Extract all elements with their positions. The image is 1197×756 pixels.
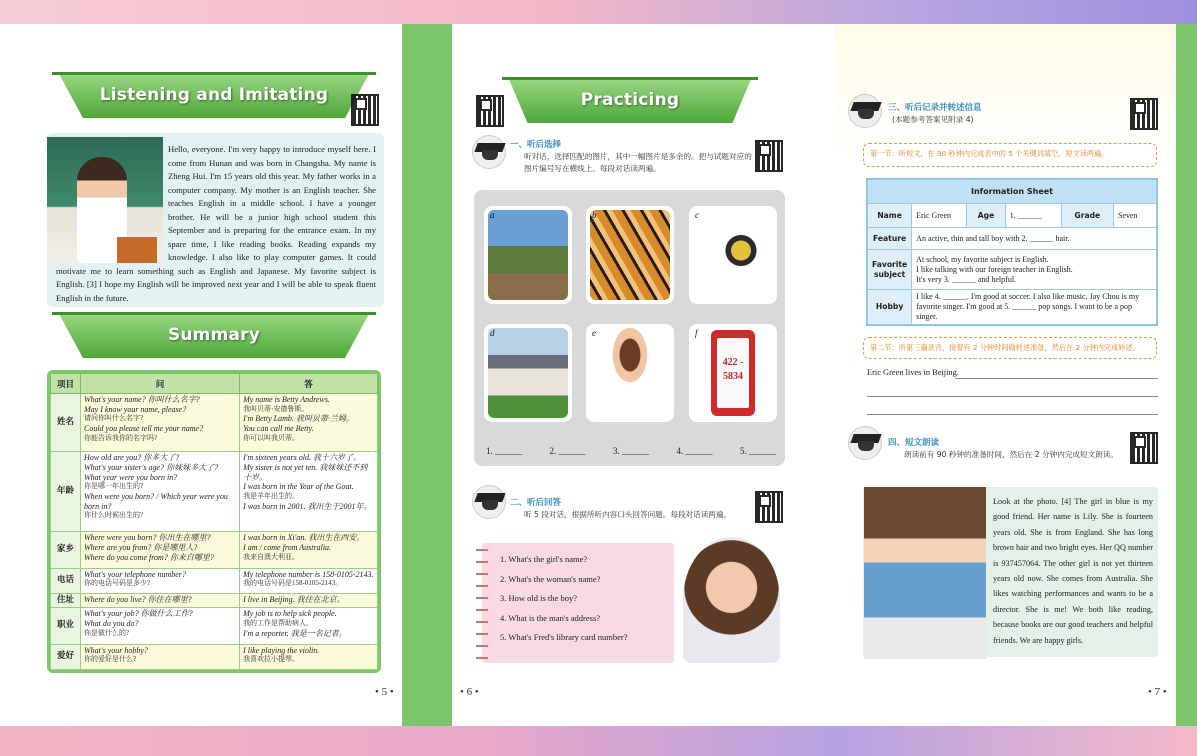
row-questions: What's your name? 你叫什么名字? May I know your name, please? 请问你叫什么名字? Could you please tell me your name? 你能告诉我你的名字吗? bbox=[81, 394, 240, 452]
practicing-banner bbox=[508, 77, 752, 123]
value-favorite-subject[interactable]: At school, my favorite subject is English. I like talking with our foreign teacher in English. It's very 3. ______ and helpful. bbox=[912, 250, 1157, 290]
listening-banner bbox=[58, 72, 370, 118]
green-divider-left bbox=[402, 24, 452, 726]
row-questions: What's your hobby? 你的爱好是什么? bbox=[81, 644, 240, 669]
bottom-decor-band bbox=[0, 726, 1197, 756]
header-question: 问 bbox=[81, 374, 240, 394]
blank-3[interactable]: 3. ______ bbox=[613, 446, 649, 456]
qr-code-icon[interactable] bbox=[351, 94, 379, 126]
row-questions: What's your telephone number? 你的电话号码是多少? bbox=[81, 568, 240, 593]
question-1: 1. What's the girl's name? bbox=[500, 554, 588, 564]
value-grade: Seven bbox=[1113, 204, 1156, 228]
row-questions: Where were you born? 你出生在哪里? Where are you from? 你是哪里人? Where do you come from? 你来自哪里? bbox=[81, 532, 240, 568]
value-name: Eric Green bbox=[912, 204, 967, 228]
practicing-title: Practicing bbox=[580, 90, 680, 110]
question-2: 2. What's the woman's name? bbox=[500, 573, 601, 584]
row-item: 爱好 bbox=[51, 644, 81, 669]
section-3-header bbox=[848, 94, 1160, 134]
intro-paragraph: Hello, everyone. I'm very happy to introduce myself here. I come from Hunan and was born in Changsha. My name is Zheng Hui. I'm 15 years old this year. My father works in a computer company. My mother is an English teacher. She teaches English in a middle school. I have a younger brother. He will be a junior high school student this September and is preparing for the entrance exam. In my spare time, I like reading books. Reading expands my knowledge. I also like to play computer games. It could motivate me to learn something such as English and Japanese. My favorite subject is English. [3] I hope my English will be improved next year and I will be able to speak fluent English in the future. bbox=[56, 144, 376, 303]
section-1-title: 一、听后选择 bbox=[510, 140, 562, 150]
qr-code-icon[interactable] bbox=[1130, 432, 1158, 464]
summary-row bbox=[51, 568, 378, 593]
picture-f: f 422 - 5834 bbox=[689, 324, 777, 422]
intro-box bbox=[47, 133, 384, 307]
summary-table bbox=[47, 370, 381, 673]
graduation-cap-icon bbox=[472, 135, 506, 169]
reading-passage: Look at the photo. [4] The girl in blue is my good friend. Her name is Lily. She is fourteen years old. She is from England. She has long brown hair and two bright eyes. Her QQ number is 937457064. The other girl is not yet thirteen years old now. She comes from Australia. She likes watching performances and wants to be a director. She is me! We both like reading, because books are our good teachers and helpful friends. We are happy girls. bbox=[993, 497, 1153, 645]
row-answers: My telephone number is 158-0105-2143. 我的电话号码是158-0105-2143。 bbox=[240, 568, 378, 593]
row-item: 住址 bbox=[51, 593, 81, 607]
info-sheet-title: Information Sheet bbox=[868, 180, 1157, 204]
row-answers: I'm sixteen years old. 我十六岁了。 My sister is not yet ten. 我妹妹还不到十岁。 I was born in the Year of the Goat. 我是羊年出生的。 I was born in 2001. 我出生于2001年。 bbox=[240, 452, 378, 532]
section-1-instructions: 听对话，选择匹配的图片，其中一幅图片是多余的。把与试题对应的图片编号写在横线上。每段对话读两遍。 bbox=[524, 152, 752, 173]
question-4: 4. What is the man's address? bbox=[500, 612, 601, 623]
row-questions: What's your job? 你做什么工作? What do you do? 你是做什么的? bbox=[81, 608, 240, 644]
label-name: Name bbox=[868, 204, 912, 228]
summary-row bbox=[51, 644, 378, 669]
answer-blanks bbox=[486, 446, 776, 456]
graduation-cap-icon bbox=[472, 485, 506, 519]
section-3-title: 三、听后记录并转述信息 bbox=[888, 103, 982, 113]
summary-title: Summary bbox=[167, 325, 261, 345]
headphone-girl-image bbox=[683, 537, 780, 663]
graduation-cap-icon bbox=[848, 94, 882, 128]
green-divider-right bbox=[1176, 24, 1197, 726]
retell-start: Eric Green lives in Beijing. bbox=[867, 368, 959, 377]
row-answers: My job is to help sick people. 我的工作是帮助病人。 I'm a reporter. 我是一名记者。 bbox=[240, 608, 378, 644]
picture-a: a bbox=[484, 206, 572, 304]
section-2-header bbox=[472, 485, 784, 525]
picture-e: e bbox=[586, 324, 674, 422]
row-answers: I like playing the violin. 我喜欢拉小提琴。 bbox=[240, 644, 378, 669]
page-number-6: • 6 • bbox=[460, 686, 479, 698]
label-grade: Grade bbox=[1061, 204, 1113, 228]
page-number-7: • 7 • bbox=[1148, 686, 1167, 698]
section-3-note: (本题参考答案见附录 4) bbox=[892, 115, 974, 124]
summary-row bbox=[51, 608, 378, 644]
summary-row bbox=[51, 532, 378, 568]
row-item: 姓名 bbox=[51, 394, 81, 452]
row-answers: I live in Beijing. 我住在北京。 bbox=[240, 593, 378, 607]
blank-4[interactable]: 4. ______ bbox=[676, 446, 713, 456]
section-4-header bbox=[848, 426, 1160, 466]
row-questions: How old are you? 你多大了? What's your sister's age? 你妹妹多大了? What year were you born in? 你是哪一年出生的? When were you born? / Which year were you born in? 你什么时候出生的? bbox=[81, 452, 240, 532]
label-age: Age bbox=[967, 204, 1005, 228]
question-5: 5. What's Fred's library card number? bbox=[500, 632, 628, 642]
label-feature: Feature bbox=[868, 228, 912, 250]
row-item: 职业 bbox=[51, 608, 81, 644]
qr-code-icon[interactable] bbox=[476, 95, 504, 127]
value-hobby[interactable]: I like 4. ______. I'm good at soccer. I also like music. Jay Chou is my favorite singer. I'm good at 5. ______ pop songs. I want to be a pop singer. bbox=[912, 290, 1157, 325]
section-4-title: 四、短文朗读 bbox=[888, 438, 940, 448]
picture-d: d bbox=[484, 324, 572, 422]
header-answer: 答 bbox=[240, 374, 378, 394]
section-1-header bbox=[472, 135, 784, 175]
row-item: 年龄 bbox=[51, 452, 81, 532]
qr-code-icon[interactable] bbox=[755, 491, 783, 523]
summary-row bbox=[51, 593, 378, 607]
row-item: 家乡 bbox=[51, 532, 81, 568]
header-item: 项目 bbox=[51, 374, 81, 394]
label-favorite-subject: Favorite subject bbox=[868, 250, 912, 290]
qr-code-icon[interactable] bbox=[1130, 98, 1158, 130]
blank-5[interactable]: 5. ______ bbox=[740, 446, 776, 456]
summary-banner bbox=[58, 312, 370, 358]
part-2-instructions: 第二节：听第三遍录音，接着有 2 分钟时间做转述准备，然后在 2 分钟内完成转述。 bbox=[863, 337, 1157, 359]
row-answers: I was born in Xi'an. 我出生在西安。 I am / come from Australia. 我来自澳大利亚。 bbox=[240, 532, 378, 568]
label-hobby: Hobby bbox=[868, 290, 912, 325]
value-feature[interactable]: An active, thin and tall boy with 2. ______ hair. bbox=[912, 228, 1157, 250]
section-2-instructions: 听 5 段对话，根据所听内容口头回答问题。每段对话读两遍。 bbox=[524, 510, 732, 519]
picture-b: b bbox=[586, 206, 674, 304]
row-questions: Where do you live? 你住在哪里? bbox=[81, 593, 240, 607]
page-number-5: • 5 • bbox=[375, 686, 394, 698]
answer-line[interactable] bbox=[867, 414, 1158, 415]
row-item: 电话 bbox=[51, 568, 81, 593]
listening-title: Listening and Imitating bbox=[99, 85, 329, 105]
qr-code-icon[interactable] bbox=[755, 140, 783, 172]
two-girls-reading-image bbox=[864, 487, 986, 659]
phone-screen: 422 - 5834 bbox=[717, 338, 749, 408]
summary-row bbox=[51, 452, 378, 532]
value-age[interactable]: 1. ______ bbox=[1005, 204, 1061, 228]
picture-c: c bbox=[689, 206, 777, 304]
blank-1[interactable]: 1. ______ bbox=[486, 446, 522, 456]
part-1-instructions: 第一节：听短文，在 90 秒钟内完成表中的 5 个关键词填空。短文读两遍。 bbox=[863, 143, 1157, 167]
row-answers: My name is Betty Andrews. 我叫贝蒂·安德鲁斯。 I'm Betty Lamb. 我叫贝蒂·兰姆。 You can call me Betty. 你可以叫我贝蒂。 bbox=[240, 394, 378, 452]
section-2-title: 二、听后回答 bbox=[510, 498, 562, 508]
answer-line[interactable] bbox=[867, 396, 1158, 397]
graduation-cap-icon bbox=[848, 426, 882, 460]
top-decor-band bbox=[0, 0, 1197, 24]
section-4-instructions: 朗读前有 90 秒钟的准备时间，然后在 2 分钟内完成短文朗读。 bbox=[904, 450, 1118, 459]
question-3: 3. How old is the boy? bbox=[500, 593, 577, 603]
information-sheet bbox=[866, 178, 1158, 326]
blank-2[interactable]: 2. ______ bbox=[549, 446, 586, 456]
spiral-binding bbox=[476, 543, 488, 663]
answer-line[interactable] bbox=[955, 378, 1158, 379]
question-card bbox=[482, 543, 674, 663]
summary-row bbox=[51, 394, 378, 452]
